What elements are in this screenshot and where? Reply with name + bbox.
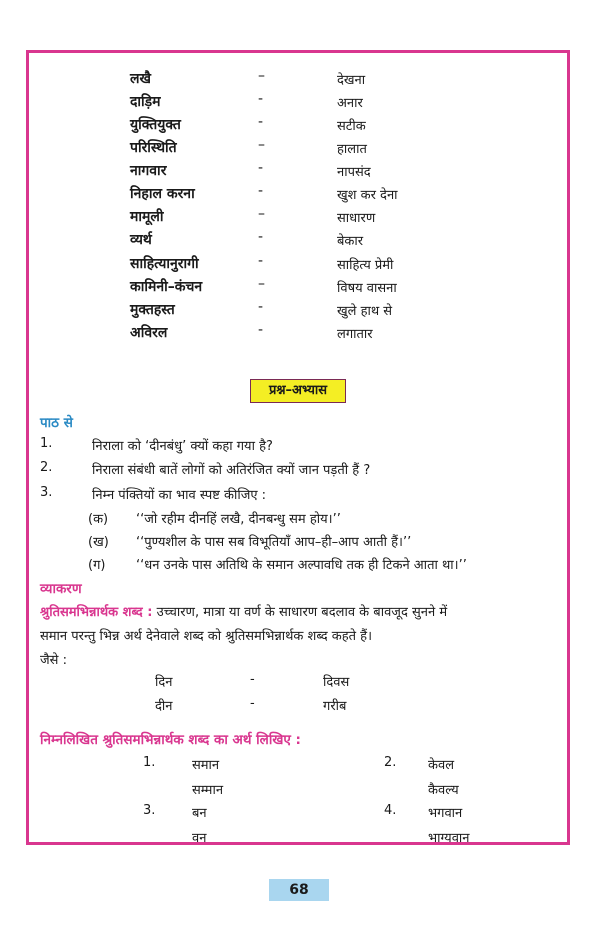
vocab-row — [0, 277, 600, 299]
exercise-number: 1. — [143, 755, 156, 770]
vocab-word: परिस्थिति — [130, 140, 177, 156]
vocab-row — [0, 161, 600, 183]
example-word: दीन — [155, 699, 173, 714]
vocab-meaning: बेकार — [337, 234, 364, 249]
exercise-word: केवल — [428, 758, 455, 773]
vocab-row — [0, 230, 600, 252]
vocab-word: मुक्तहस्त — [130, 302, 175, 318]
example-dash: - — [250, 696, 255, 711]
vocab-row — [0, 138, 600, 160]
exercise-word: बन — [192, 806, 207, 821]
vocab-row — [0, 254, 600, 276]
exercise-word: भगवान — [428, 806, 463, 821]
exercise-number: 2. — [384, 755, 397, 770]
definition-text: उच्चारण, मात्रा या वर्ण के साधारण बदलाव के बावजूद सुनने में — [152, 605, 448, 620]
question-number: 2. — [40, 460, 53, 475]
exercise-heading: प्रश्न–अभ्यास — [250, 379, 346, 403]
vocab-word: मामूली — [130, 209, 164, 225]
vocab-dash: - — [258, 229, 264, 245]
vocab-meaning: खुले हाथ से — [337, 304, 393, 319]
vocab-word: निहाल करना — [130, 186, 195, 202]
exercise-word: भाग्यवान — [428, 831, 470, 846]
exercise-word: समान — [192, 758, 220, 773]
vocab-word: नागवार — [130, 163, 167, 179]
vocab-meaning: साधारण — [337, 211, 376, 226]
subquestion-text: ‘‘पुण्यशील के पास सब विभूतियाँ आप–ही–आप आती हैं।’’ — [136, 535, 412, 550]
vocab-word: लखै — [130, 71, 151, 87]
vocab-meaning: अनार — [337, 96, 363, 111]
vocab-dash: – — [258, 206, 265, 222]
subquestion-label: (ख) — [88, 535, 109, 550]
question-text: निराला को ‘दीनबंधु’ क्यों कहा गया है? — [92, 439, 273, 454]
vocab-meaning: सटीक — [337, 119, 366, 134]
vocab-meaning: नापसंद — [337, 165, 371, 180]
definition-term: श्रुतिसमभिन्नार्थक शब्द : — [40, 605, 153, 620]
vocab-row — [0, 92, 600, 114]
subquestion-text: ‘‘धन उनके पास अतिथि के समान अल्पावधि तक ही टिकने आता था।’’ — [136, 558, 467, 573]
question-number: 3. — [40, 485, 53, 500]
vocab-dash: - — [258, 91, 264, 107]
vocab-row — [0, 323, 600, 345]
vocab-row — [0, 207, 600, 229]
subquestion-row — [88, 532, 411, 554]
vocab-word: कामिनी–कंचन — [130, 279, 203, 295]
example-pair: गरीब — [323, 699, 347, 714]
example-dash: - — [250, 672, 255, 687]
vocab-dash: - — [258, 253, 264, 269]
exercise-word: वन — [192, 831, 207, 846]
example-label: जैसे : — [40, 653, 67, 668]
vocab-row — [0, 300, 600, 322]
vocab-row — [0, 115, 600, 137]
vocab-dash: – — [258, 68, 265, 84]
vocab-meaning: साहित्य प्रेमी — [337, 258, 394, 273]
subquestion-row — [88, 555, 467, 577]
vocab-word: व्यर्थ — [130, 232, 152, 248]
vocab-meaning: लगातार — [337, 327, 373, 342]
exercise-word: सम्मान — [192, 783, 224, 798]
vocab-dash: – — [258, 276, 265, 292]
vocab-dash: - — [258, 322, 264, 338]
vocab-dash: - — [258, 183, 264, 199]
vocab-word: साहित्यानुरागी — [130, 256, 199, 272]
exercise-number: 3. — [143, 803, 156, 818]
subquestion-text: ‘‘जो रहीम दीनहिं लखै, दीनबन्धु सम होय।’’ — [136, 512, 341, 527]
vocab-row — [0, 69, 600, 91]
subquestion-row — [88, 509, 341, 531]
vocab-meaning: देखना — [337, 73, 366, 88]
subquestion-label: (ग) — [88, 558, 106, 573]
vocab-dash: - — [258, 114, 264, 130]
section-grammar: व्याकरण — [40, 581, 82, 597]
exercise-instruction: निम्नलिखित श्रुतिसमभिन्नार्थक शब्द का अर्थ लिखिए : — [40, 732, 301, 748]
question-row — [40, 436, 570, 458]
vocab-row — [0, 184, 600, 206]
vocab-meaning: खुश कर देना — [337, 188, 398, 203]
question-text: निराला संबंधी बातें लोगों को अतिरंजित क्यों जान पड़ती हैं ? — [92, 463, 371, 478]
vocab-word: दाड़िम — [130, 94, 161, 110]
definition-line — [40, 602, 447, 620]
vocab-dash: – — [258, 137, 265, 153]
question-row — [40, 460, 570, 482]
question-text: निम्न पंक्तियों का भाव स्पष्ट कीजिए : — [92, 488, 267, 503]
example-word: दिन — [155, 675, 173, 690]
question-row — [40, 485, 570, 507]
vocab-word: अविरल — [130, 325, 168, 341]
vocab-meaning: विषय वासना — [337, 281, 397, 296]
subquestion-label: (क) — [88, 512, 109, 527]
vocab-dash: - — [258, 160, 264, 176]
example-pair: दिवस — [323, 675, 350, 690]
vocab-dash: - — [258, 299, 264, 315]
exercise-number: 4. — [384, 803, 397, 818]
section-path-se: पाठ से — [40, 415, 73, 431]
vocab-word: युक्तियुक्त — [130, 117, 181, 133]
page-number: 68 — [269, 879, 329, 901]
definition-line: समान परन्तु भिन्न अर्थ देनेवाले शब्द को श्रुतिसमभिन्नार्थक शब्द कहते हैं। — [40, 629, 373, 644]
vocab-meaning: हालात — [337, 142, 367, 157]
question-number: 1. — [40, 436, 53, 451]
exercise-word: कैवल्य — [428, 783, 459, 798]
